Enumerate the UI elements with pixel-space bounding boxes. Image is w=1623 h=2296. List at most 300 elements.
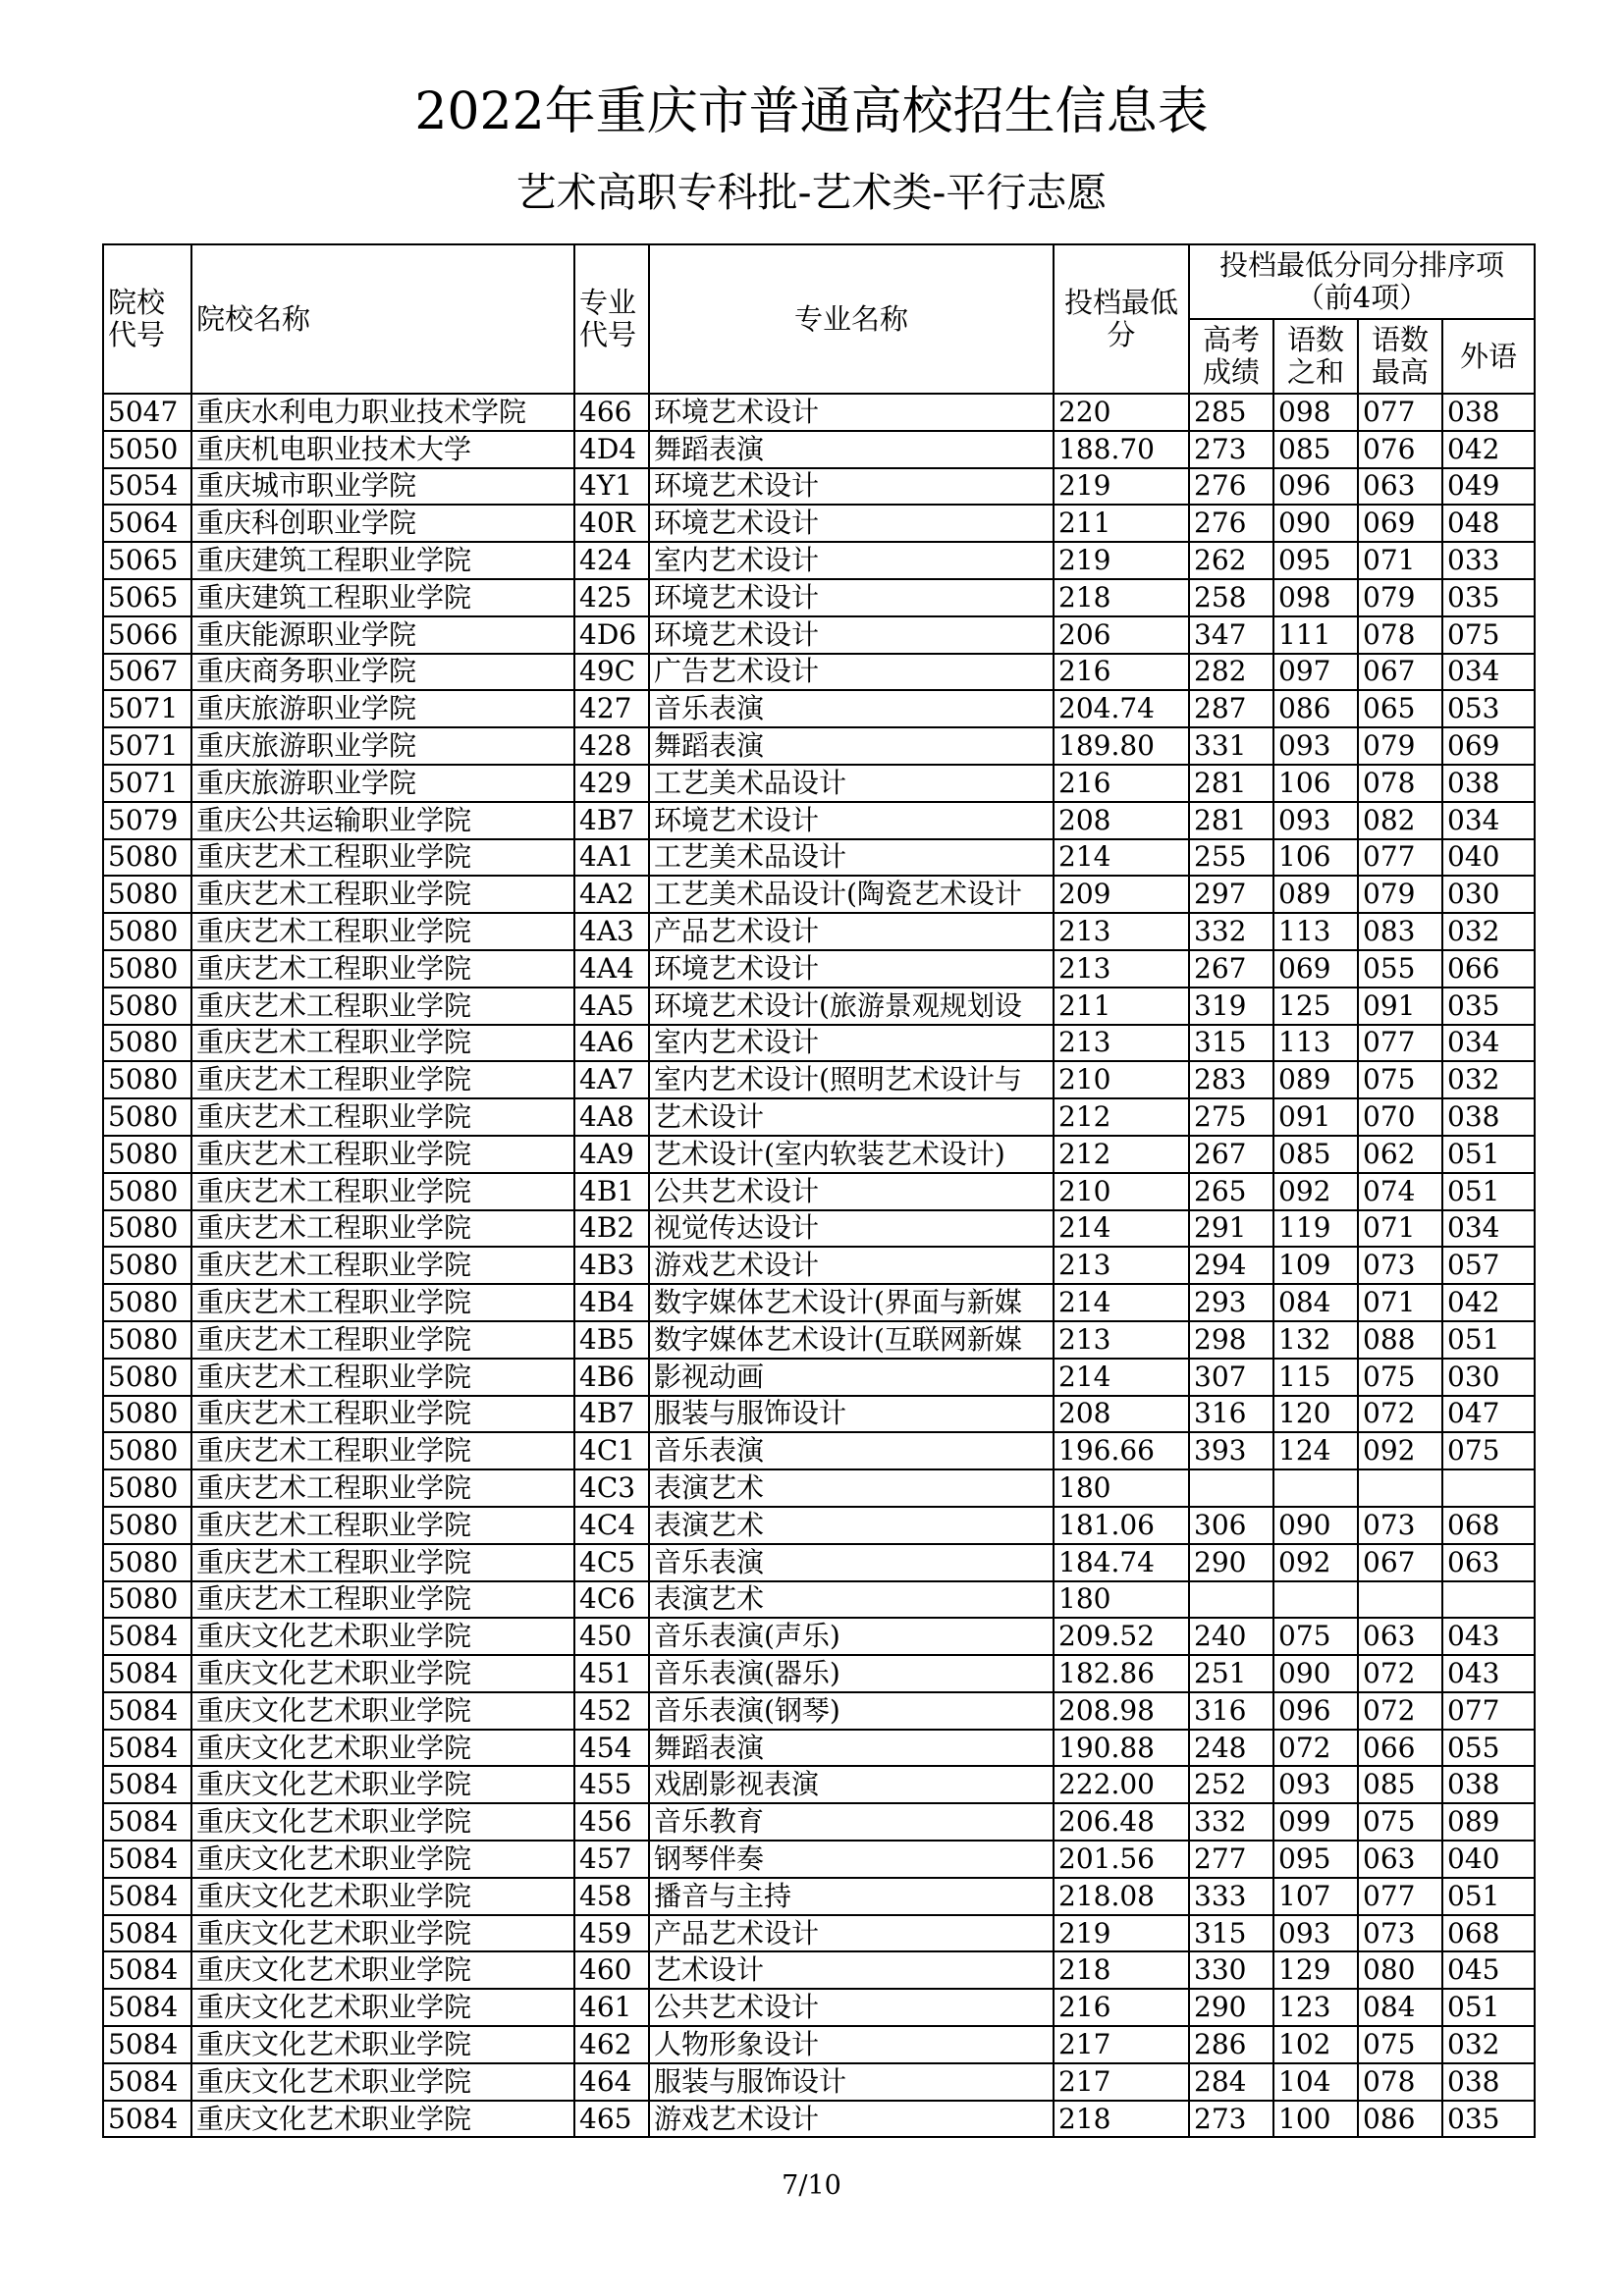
table-row	[103, 765, 1535, 802]
cell-school-name: 重庆文化艺术职业学院	[191, 1618, 574, 1655]
cell-major-name: 表演艺术	[649, 1507, 1054, 1544]
cell-major-name: 环境艺术设计	[649, 394, 1054, 431]
cell-chinese-math-max: 079	[1358, 876, 1442, 913]
cell-major-name: 环境艺术设计	[649, 505, 1054, 542]
cell-school-code: 5080	[103, 988, 191, 1025]
cell-major-code: 4B3	[574, 1247, 649, 1284]
cell-chinese-math-sum: 093	[1273, 1915, 1358, 1952]
cell-school-name: 重庆旅游职业学院	[191, 765, 574, 802]
cell-chinese-math-max	[1358, 1469, 1442, 1507]
cell-school-name: 重庆水利电力职业技术学院	[191, 394, 574, 431]
cell-school-code: 5066	[103, 616, 191, 654]
cell-min-score: 208	[1054, 802, 1189, 839]
cell-school-code: 5084	[103, 1878, 191, 1915]
cell-foreign-language: 034	[1442, 1210, 1535, 1248]
cell-foreign-language: 066	[1442, 950, 1535, 988]
cell-school-code: 5080	[103, 1247, 191, 1284]
cell-school-code: 5079	[103, 802, 191, 839]
cell-school-code: 5054	[103, 468, 191, 506]
cell-min-score: 218	[1054, 2101, 1189, 2138]
cell-foreign-language: 038	[1442, 765, 1535, 802]
cell-gaokao-score: 331	[1189, 727, 1273, 765]
cell-chinese-math-max: 088	[1358, 1321, 1442, 1359]
cell-chinese-math-max: 083	[1358, 913, 1442, 950]
cell-gaokao-score: 276	[1189, 505, 1273, 542]
header-min-score: 投档最低分	[1054, 244, 1189, 394]
cell-gaokao-score: 284	[1189, 2063, 1273, 2101]
cell-major-name: 音乐表演	[649, 1432, 1054, 1469]
cell-school-code: 5047	[103, 394, 191, 431]
cell-min-score: 181.06	[1054, 1507, 1189, 1544]
cell-chinese-math-sum: 100	[1273, 2101, 1358, 2138]
cell-min-score: 214	[1054, 1210, 1189, 1248]
cell-chinese-math-sum: 084	[1273, 1284, 1358, 1321]
cell-school-code: 5080	[103, 1321, 191, 1359]
cell-school-name: 重庆文化艺术职业学院	[191, 1841, 574, 1878]
cell-school-name: 重庆艺术工程职业学院	[191, 876, 574, 913]
cell-gaokao-score: 282	[1189, 654, 1273, 691]
cell-gaokao-score: 393	[1189, 1432, 1273, 1469]
header-chinese-math-max: 语数最高	[1358, 319, 1442, 394]
cell-min-score: 219	[1054, 1915, 1189, 1952]
cell-min-score: 213	[1054, 913, 1189, 950]
cell-school-code: 5080	[103, 1581, 191, 1619]
cell-major-name: 游戏艺术设计	[649, 2101, 1054, 2138]
cell-school-name: 重庆艺术工程职业学院	[191, 1173, 574, 1210]
table-row	[103, 1989, 1535, 2026]
cell-chinese-math-sum: 090	[1273, 1655, 1358, 1692]
cell-school-code: 5084	[103, 1989, 191, 2026]
cell-chinese-math-max: 077	[1358, 839, 1442, 877]
cell-min-score: 213	[1054, 1025, 1189, 1062]
cell-school-name: 重庆艺术工程职业学院	[191, 1507, 574, 1544]
cell-major-code: 4B7	[574, 802, 649, 839]
cell-min-score: 209	[1054, 876, 1189, 913]
cell-foreign-language: 068	[1442, 1507, 1535, 1544]
cell-school-code: 5080	[103, 950, 191, 988]
cell-major-code: 4B4	[574, 1284, 649, 1321]
table-row	[103, 1544, 1535, 1581]
cell-school-code: 5084	[103, 2101, 191, 2138]
cell-major-name: 影视动画	[649, 1359, 1054, 1396]
cell-foreign-language: 051	[1442, 1136, 1535, 1173]
cell-major-code: 451	[574, 1655, 649, 1692]
cell-major-code: 465	[574, 2101, 649, 2138]
cell-chinese-math-max: 077	[1358, 1025, 1442, 1062]
cell-min-score: 212	[1054, 1098, 1189, 1136]
cell-foreign-language: 034	[1442, 802, 1535, 839]
cell-school-name: 重庆艺术工程职业学院	[191, 1544, 574, 1581]
cell-chinese-math-max: 075	[1358, 1061, 1442, 1098]
cell-major-code: 450	[574, 1618, 649, 1655]
cell-chinese-math-sum: 102	[1273, 2026, 1358, 2063]
cell-school-code: 5065	[103, 579, 191, 616]
cell-gaokao-score: 315	[1189, 1025, 1273, 1062]
cell-chinese-math-sum: 119	[1273, 1210, 1358, 1248]
cell-gaokao-score: 307	[1189, 1359, 1273, 1396]
cell-major-code: 4C4	[574, 1507, 649, 1544]
cell-major-name: 公共艺术设计	[649, 1989, 1054, 2026]
header-gaokao-score: 高考成绩	[1189, 319, 1273, 394]
cell-chinese-math-max: 080	[1358, 1951, 1442, 1989]
table-row	[103, 394, 1535, 431]
cell-school-code: 5080	[103, 1061, 191, 1098]
cell-gaokao-score: 306	[1189, 1507, 1273, 1544]
cell-major-code: 4B5	[574, 1321, 649, 1359]
admission-table	[102, 243, 1536, 2138]
table-row	[103, 1098, 1535, 1136]
cell-foreign-language: 057	[1442, 1247, 1535, 1284]
header-major-code: 专业代号	[574, 244, 649, 394]
table-row	[103, 2101, 1535, 2138]
cell-school-name: 重庆艺术工程职业学院	[191, 1284, 574, 1321]
cell-min-score: 214	[1054, 839, 1189, 877]
cell-chinese-math-max: 086	[1358, 2101, 1442, 2138]
cell-major-name: 舞蹈表演	[649, 431, 1054, 468]
cell-major-code: 4A3	[574, 913, 649, 950]
cell-major-name: 戏剧影视表演	[649, 1766, 1054, 1803]
cell-min-score: 208	[1054, 1396, 1189, 1433]
header-major-name: 专业名称	[649, 244, 1054, 394]
cell-min-score: 213	[1054, 1247, 1189, 1284]
cell-gaokao-score: 333	[1189, 1878, 1273, 1915]
cell-gaokao-score	[1189, 1581, 1273, 1619]
cell-foreign-language: 047	[1442, 1396, 1535, 1433]
cell-gaokao-score: 255	[1189, 839, 1273, 877]
table-row	[103, 2063, 1535, 2101]
cell-major-name: 环境艺术设计	[649, 468, 1054, 506]
cell-major-code: 458	[574, 1878, 649, 1915]
cell-gaokao-score: 258	[1189, 579, 1273, 616]
cell-school-code: 5084	[103, 1655, 191, 1692]
cell-school-code: 5084	[103, 2063, 191, 2101]
cell-major-name: 舞蹈表演	[649, 1730, 1054, 1767]
cell-chinese-math-max: 069	[1358, 505, 1442, 542]
cell-major-name: 播音与主持	[649, 1878, 1054, 1915]
table-row	[103, 431, 1535, 468]
cell-gaokao-score: 265	[1189, 1173, 1273, 1210]
cell-gaokao-score: 273	[1189, 431, 1273, 468]
cell-chinese-math-max: 075	[1358, 2026, 1442, 2063]
cell-min-score: 190.88	[1054, 1730, 1189, 1767]
cell-chinese-math-sum: 095	[1273, 542, 1358, 579]
cell-chinese-math-max: 055	[1358, 950, 1442, 988]
cell-major-name: 音乐表演(器乐)	[649, 1655, 1054, 1692]
cell-school-name: 重庆建筑工程职业学院	[191, 579, 574, 616]
table-row	[103, 1878, 1535, 1915]
cell-chinese-math-sum: 086	[1273, 690, 1358, 727]
page-subtitle: 艺术高职专科批-艺术类-平行志愿	[515, 169, 1108, 216]
cell-foreign-language: 045	[1442, 1951, 1535, 1989]
cell-major-code: 462	[574, 2026, 649, 2063]
cell-school-name: 重庆城市职业学院	[191, 468, 574, 506]
table-body	[103, 394, 1535, 2137]
cell-gaokao-score: 293	[1189, 1284, 1273, 1321]
cell-major-code: 4C3	[574, 1469, 649, 1507]
cell-major-name: 环境艺术设计	[649, 616, 1054, 654]
cell-foreign-language: 040	[1442, 1841, 1535, 1878]
cell-school-name: 重庆能源职业学院	[191, 616, 574, 654]
cell-school-name: 重庆艺术工程职业学院	[191, 1359, 574, 1396]
cell-foreign-language: 089	[1442, 1803, 1535, 1841]
cell-major-name: 服装与服饰设计	[649, 2063, 1054, 2101]
cell-major-name: 室内艺术设计	[649, 542, 1054, 579]
cell-chinese-math-sum: 113	[1273, 913, 1358, 950]
cell-chinese-math-max: 065	[1358, 690, 1442, 727]
cell-foreign-language: 032	[1442, 1061, 1535, 1098]
cell-chinese-math-sum: 115	[1273, 1359, 1358, 1396]
cell-gaokao-score: 276	[1189, 468, 1273, 506]
cell-major-code: 4C1	[574, 1432, 649, 1469]
cell-major-code: 4A9	[574, 1136, 649, 1173]
table-row	[103, 505, 1535, 542]
cell-chinese-math-max: 066	[1358, 1730, 1442, 1767]
cell-min-score: 220	[1054, 394, 1189, 431]
cell-major-code: 4A4	[574, 950, 649, 988]
cell-major-code: 466	[574, 394, 649, 431]
cell-major-name: 环境艺术设计	[649, 802, 1054, 839]
cell-school-code: 5080	[103, 1507, 191, 1544]
cell-min-score: 218	[1054, 579, 1189, 616]
cell-major-name: 钢琴伴奏	[649, 1841, 1054, 1878]
cell-min-score: 184.74	[1054, 1544, 1189, 1581]
cell-foreign-language: 049	[1442, 468, 1535, 506]
cell-school-name: 重庆艺术工程职业学院	[191, 1432, 574, 1469]
cell-foreign-language: 043	[1442, 1655, 1535, 1692]
cell-chinese-math-max: 078	[1358, 2063, 1442, 2101]
cell-gaokao-score: 281	[1189, 765, 1273, 802]
cell-school-name: 重庆艺术工程职业学院	[191, 1469, 574, 1507]
cell-min-score: 189.80	[1054, 727, 1189, 765]
page-number: 7/10	[782, 2170, 841, 2201]
cell-gaokao-score: 290	[1189, 1544, 1273, 1581]
cell-major-code: 459	[574, 1915, 649, 1952]
cell-major-code: 4Y1	[574, 468, 649, 506]
cell-chinese-math-max: 070	[1358, 1098, 1442, 1136]
cell-min-score: 217	[1054, 2063, 1189, 2101]
cell-chinese-math-sum: 096	[1273, 1692, 1358, 1730]
cell-major-code: 454	[574, 1730, 649, 1767]
cell-school-name: 重庆文化艺术职业学院	[191, 1951, 574, 1989]
cell-chinese-math-sum: 089	[1273, 876, 1358, 913]
cell-school-name: 重庆文化艺术职业学院	[191, 2101, 574, 2138]
table-row	[103, 579, 1535, 616]
cell-chinese-math-sum: 113	[1273, 1025, 1358, 1062]
cell-foreign-language: 042	[1442, 431, 1535, 468]
cell-major-code: 4D6	[574, 616, 649, 654]
cell-gaokao-score: 281	[1189, 802, 1273, 839]
cell-major-code: 49C	[574, 654, 649, 691]
table-row	[103, 690, 1535, 727]
cell-chinese-math-max: 079	[1358, 579, 1442, 616]
table-row	[103, 616, 1535, 654]
cell-chinese-math-max: 085	[1358, 1766, 1442, 1803]
cell-major-code: 4A5	[574, 988, 649, 1025]
cell-school-name: 重庆商务职业学院	[191, 654, 574, 691]
cell-foreign-language: 075	[1442, 616, 1535, 654]
cell-school-name: 重庆文化艺术职业学院	[191, 1989, 574, 2026]
cell-min-score: 214	[1054, 1284, 1189, 1321]
cell-gaokao-score: 290	[1189, 1989, 1273, 2026]
cell-gaokao-score: 286	[1189, 2026, 1273, 2063]
cell-school-name: 重庆文化艺术职业学院	[191, 1730, 574, 1767]
cell-chinese-math-sum: 098	[1273, 579, 1358, 616]
cell-major-name: 工艺美术品设计	[649, 765, 1054, 802]
cell-foreign-language: 038	[1442, 2063, 1535, 2101]
cell-gaokao-score: 347	[1189, 616, 1273, 654]
cell-chinese-math-sum: 098	[1273, 394, 1358, 431]
cell-major-name: 表演艺术	[649, 1469, 1054, 1507]
cell-school-name: 重庆旅游职业学院	[191, 727, 574, 765]
cell-school-code: 5067	[103, 654, 191, 691]
table-row	[103, 1618, 1535, 1655]
cell-gaokao-score: 252	[1189, 1766, 1273, 1803]
cell-school-code: 5071	[103, 690, 191, 727]
cell-chinese-math-max: 063	[1358, 1841, 1442, 1878]
cell-gaokao-score: 283	[1189, 1061, 1273, 1098]
cell-school-name: 重庆科创职业学院	[191, 505, 574, 542]
cell-chinese-math-sum: 085	[1273, 431, 1358, 468]
cell-foreign-language: 051	[1442, 1989, 1535, 2026]
cell-school-code: 5084	[103, 2026, 191, 2063]
page-title: 2022年重庆市普通高校招生信息表	[414, 82, 1209, 141]
table-row	[103, 876, 1535, 913]
cell-school-name: 重庆艺术工程职业学院	[191, 1098, 574, 1136]
cell-chinese-math-max: 092	[1358, 1432, 1442, 1469]
cell-major-code: 4A8	[574, 1098, 649, 1136]
cell-gaokao-score: 294	[1189, 1247, 1273, 1284]
cell-chinese-math-max: 071	[1358, 542, 1442, 579]
cell-foreign-language: 035	[1442, 988, 1535, 1025]
cell-gaokao-score: 262	[1189, 542, 1273, 579]
cell-foreign-language: 051	[1442, 1173, 1535, 1210]
cell-min-score: 196.66	[1054, 1432, 1189, 1469]
table-row	[103, 542, 1535, 579]
cell-chinese-math-max: 077	[1358, 394, 1442, 431]
cell-chinese-math-sum: 069	[1273, 950, 1358, 988]
cell-min-score: 206	[1054, 616, 1189, 654]
cell-school-name: 重庆艺术工程职业学院	[191, 988, 574, 1025]
cell-school-code: 5084	[103, 1841, 191, 1878]
cell-school-code: 5080	[103, 839, 191, 877]
cell-min-score: 211	[1054, 505, 1189, 542]
cell-min-score: 204.74	[1054, 690, 1189, 727]
cell-major-code: 456	[574, 1803, 649, 1841]
cell-school-code: 5080	[103, 1098, 191, 1136]
cell-foreign-language	[1442, 1469, 1535, 1507]
cell-chinese-math-sum: 089	[1273, 1061, 1358, 1098]
cell-chinese-math-sum: 090	[1273, 1507, 1358, 1544]
cell-major-code: 4A1	[574, 839, 649, 877]
cell-gaokao-score: 275	[1189, 1098, 1273, 1136]
cell-gaokao-score: 248	[1189, 1730, 1273, 1767]
cell-school-code: 5084	[103, 1692, 191, 1730]
table-row	[103, 1469, 1535, 1507]
cell-chinese-math-max: 091	[1358, 988, 1442, 1025]
cell-school-name: 重庆文化艺术职业学院	[191, 1878, 574, 1915]
cell-major-name: 公共艺术设计	[649, 1173, 1054, 1210]
cell-chinese-math-sum: 123	[1273, 1989, 1358, 2026]
cell-chinese-math-sum: 072	[1273, 1730, 1358, 1767]
table-row	[103, 950, 1535, 988]
cell-gaokao-score: 285	[1189, 394, 1273, 431]
cell-school-code: 5080	[103, 876, 191, 913]
cell-foreign-language: 038	[1442, 1766, 1535, 1803]
cell-min-score: 182.86	[1054, 1655, 1189, 1692]
cell-chinese-math-sum: 097	[1273, 654, 1358, 691]
cell-foreign-language: 077	[1442, 1692, 1535, 1730]
table-row	[103, 1210, 1535, 1248]
cell-chinese-math-max: 075	[1358, 1359, 1442, 1396]
cell-min-score: 219	[1054, 468, 1189, 506]
cell-major-name: 视觉传达设计	[649, 1210, 1054, 1248]
table-row	[103, 1655, 1535, 1692]
cell-min-score: 216	[1054, 1989, 1189, 2026]
cell-major-name: 环境艺术设计	[649, 950, 1054, 988]
cell-chinese-math-max: 072	[1358, 1396, 1442, 1433]
table-row	[103, 1507, 1535, 1544]
cell-chinese-math-max: 073	[1358, 1247, 1442, 1284]
cell-foreign-language: 069	[1442, 727, 1535, 765]
cell-chinese-math-max: 073	[1358, 1915, 1442, 1952]
cell-min-score: 209.52	[1054, 1618, 1189, 1655]
table-row	[103, 1766, 1535, 1803]
header-chinese-math-sum: 语数之和	[1273, 319, 1358, 394]
cell-major-name: 产品艺术设计	[649, 913, 1054, 950]
cell-foreign-language: 030	[1442, 876, 1535, 913]
table-row	[103, 1173, 1535, 1210]
cell-chinese-math-sum: 129	[1273, 1951, 1358, 1989]
table-row	[103, 1061, 1535, 1098]
cell-school-name: 重庆文化艺术职业学院	[191, 1692, 574, 1730]
cell-school-code: 5080	[103, 1469, 191, 1507]
cell-min-score: 213	[1054, 950, 1189, 988]
cell-school-code: 5084	[103, 1951, 191, 1989]
cell-major-code: 457	[574, 1841, 649, 1878]
cell-foreign-language: 038	[1442, 1098, 1535, 1136]
cell-foreign-language: 043	[1442, 1618, 1535, 1655]
cell-min-score: 218.08	[1054, 1878, 1189, 1915]
cell-major-name: 艺术设计	[649, 1951, 1054, 1989]
cell-gaokao-score: 267	[1189, 950, 1273, 988]
cell-chinese-math-max: 078	[1358, 616, 1442, 654]
cell-foreign-language: 063	[1442, 1544, 1535, 1581]
cell-major-code: 464	[574, 2063, 649, 2101]
cell-school-name: 重庆艺术工程职业学院	[191, 1321, 574, 1359]
cell-gaokao-score: 332	[1189, 913, 1273, 950]
cell-school-name: 重庆文化艺术职业学院	[191, 2063, 574, 2101]
cell-gaokao-score: 240	[1189, 1618, 1273, 1655]
cell-major-name: 工艺美术品设计	[649, 839, 1054, 877]
cell-chinese-math-sum: 085	[1273, 1136, 1358, 1173]
cell-chinese-math-max: 071	[1358, 1284, 1442, 1321]
table-row	[103, 1581, 1535, 1619]
cell-chinese-math-sum: 092	[1273, 1173, 1358, 1210]
cell-major-code: 4B1	[574, 1173, 649, 1210]
cell-foreign-language: 033	[1442, 542, 1535, 579]
cell-major-name: 服装与服饰设计	[649, 1396, 1054, 1433]
table-row	[103, 1432, 1535, 1469]
cell-school-code: 5084	[103, 1766, 191, 1803]
cell-gaokao-score: 287	[1189, 690, 1273, 727]
header-school-code: 院校代号	[103, 244, 191, 394]
cell-chinese-math-max: 067	[1358, 654, 1442, 691]
cell-chinese-math-sum: 090	[1273, 505, 1358, 542]
cell-major-name: 数字媒体艺术设计(互联网新媒	[649, 1321, 1054, 1359]
table-row	[103, 1915, 1535, 1952]
cell-foreign-language: 034	[1442, 654, 1535, 691]
cell-school-name: 重庆机电职业技术大学	[191, 431, 574, 468]
